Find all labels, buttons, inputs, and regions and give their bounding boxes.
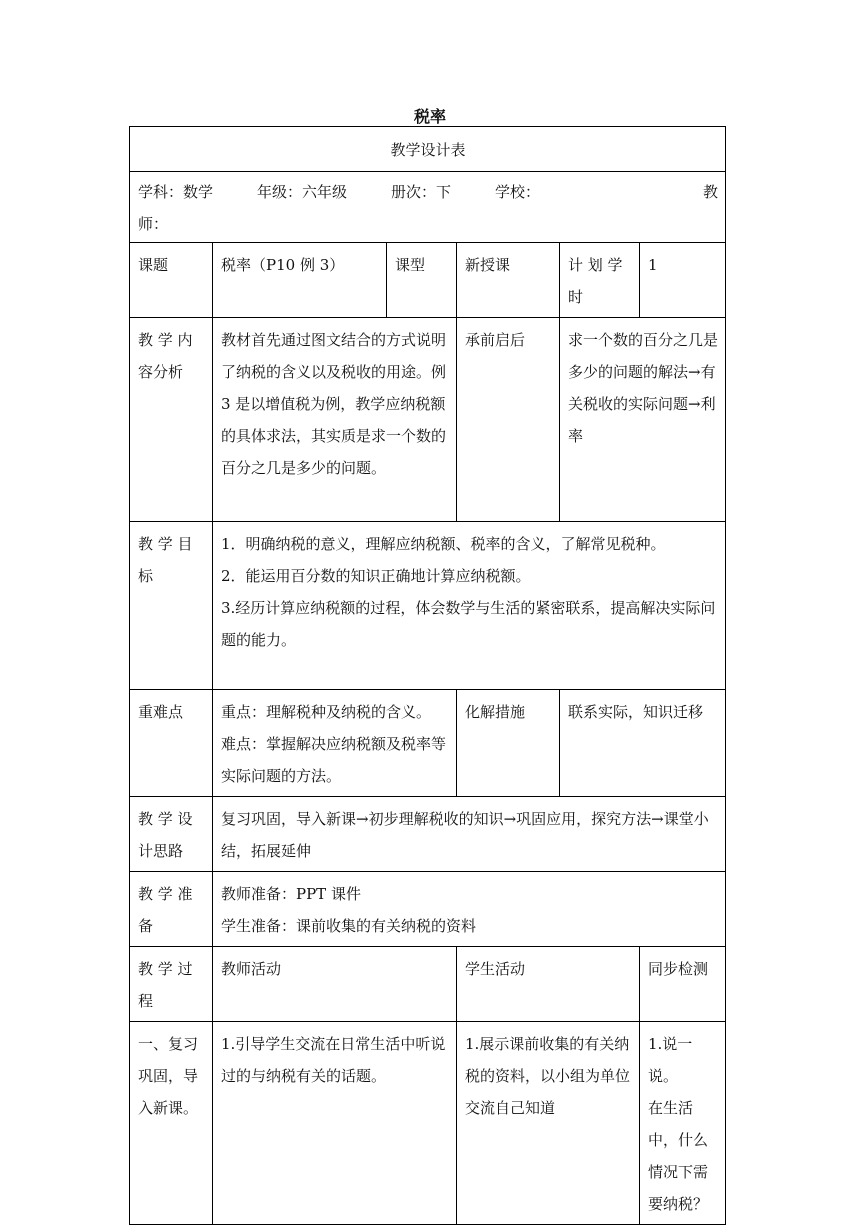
- step-one-row: [130, 1022, 726, 1225]
- document-title: 税率: [413, 107, 446, 126]
- info-line: [138, 176, 718, 208]
- design-idea-row: [130, 797, 726, 872]
- planned-hours-value: 1: [640, 243, 726, 318]
- teaching-goals-row: [130, 522, 726, 690]
- measures-label: 化解措施: [457, 690, 560, 797]
- goal-item: 3.经历计算应纳税额的过程，体会数学与生活的紧密联系，提高解决实际问题的能力。: [221, 599, 716, 649]
- measures-value: 联系实际，知识迁移: [560, 690, 726, 797]
- step-one-label: 一、复习巩固，导入新课。: [130, 1022, 213, 1225]
- key-points-value: [213, 690, 457, 797]
- sync-check-header: 同步检测: [640, 947, 726, 1022]
- step-one-teacher-activity: 1.引导学生交流在日常生活中听说过的与纳税有关的话题。: [213, 1022, 457, 1225]
- topic-value: 税率（P10 例 3）: [213, 243, 387, 318]
- table-title-row: [130, 127, 726, 172]
- goal-item: 2．能运用百分数的知识正确地计算应纳税额。: [221, 567, 531, 585]
- teaching-goals-list: [213, 522, 726, 690]
- content-analysis-label: 教 学 内容分析: [130, 318, 213, 522]
- goal-item: 1．明确纳税的意义，理解应纳税额、税率的含义，了解常见税种。: [221, 535, 666, 553]
- table-title: 教学设计表: [130, 127, 726, 172]
- lesson-type-label: 课型: [387, 243, 457, 318]
- step-one-sync-check: [640, 1022, 726, 1225]
- teacher-field-end: 师：: [138, 215, 169, 233]
- school-field: 学校：: [495, 183, 541, 201]
- connection-value: 求一个数的百分之几是多少的问题的解法→有关税收的实际问题→利率: [560, 318, 726, 522]
- teacher-preparation: 教师准备：PPT 课件: [221, 885, 361, 903]
- check-question: 在生活中，什么情况下需要纳税？: [648, 1099, 709, 1213]
- subject-field: 学科：数学: [138, 183, 214, 201]
- check-prompt: 1.说一说。: [648, 1035, 693, 1085]
- process-label: 教 学 过程: [130, 947, 213, 1022]
- design-idea-label: 教 学 设计思路: [130, 797, 213, 872]
- difficulty-point: 难点：掌握解决应纳税额及税率等实际问题的方法。: [221, 735, 447, 785]
- content-analysis-value: 教材首先通过图文结合的方式说明了纳税的含义以及税收的用途。例 3 是以增值税为例，教学应纳税额的具体求法，其实质是求一个数的百分之几是多少的问题。: [213, 318, 457, 522]
- step-one-student-activity: 1.展示课前收集的有关纳税的资料，以小组为单位交流自己知道: [457, 1022, 640, 1225]
- content-analysis-row: [130, 318, 726, 522]
- design-idea-value: 复习巩固，导入新课→初步理解税收的知识→巩固应用，探究方法→课堂小结，拓展延伸: [213, 797, 726, 872]
- topic-row: [130, 243, 726, 318]
- planned-hours-label: 计 划 学时: [560, 243, 640, 318]
- key-point: 重点：理解税种及纳税的含义。: [221, 703, 432, 721]
- teaching-goals-label: 教 学 目标: [130, 522, 213, 690]
- grade-field: 年级：六年级: [257, 183, 348, 201]
- process-header-row: [130, 947, 726, 1022]
- topic-label: 课题: [130, 243, 213, 318]
- key-points-label: 重难点: [130, 690, 213, 797]
- teacher-field-start: 教: [703, 183, 719, 201]
- lesson-type-value: 新授课: [457, 243, 560, 318]
- student-activity-header: 学生活动: [457, 947, 640, 1022]
- student-preparation: 学生准备：课前收集的有关纳税的资料: [221, 917, 477, 935]
- key-points-row: [130, 690, 726, 797]
- preparation-label: 教 学 准备: [130, 872, 213, 947]
- connection-label: 承前启后: [457, 318, 560, 522]
- teacher-activity-header: 教师活动: [213, 947, 457, 1022]
- preparation-row: [130, 872, 726, 947]
- lesson-design-table: [129, 126, 726, 1225]
- preparation-value: [213, 872, 726, 947]
- info-row: [130, 172, 726, 243]
- volume-field: 册次：下: [391, 183, 452, 201]
